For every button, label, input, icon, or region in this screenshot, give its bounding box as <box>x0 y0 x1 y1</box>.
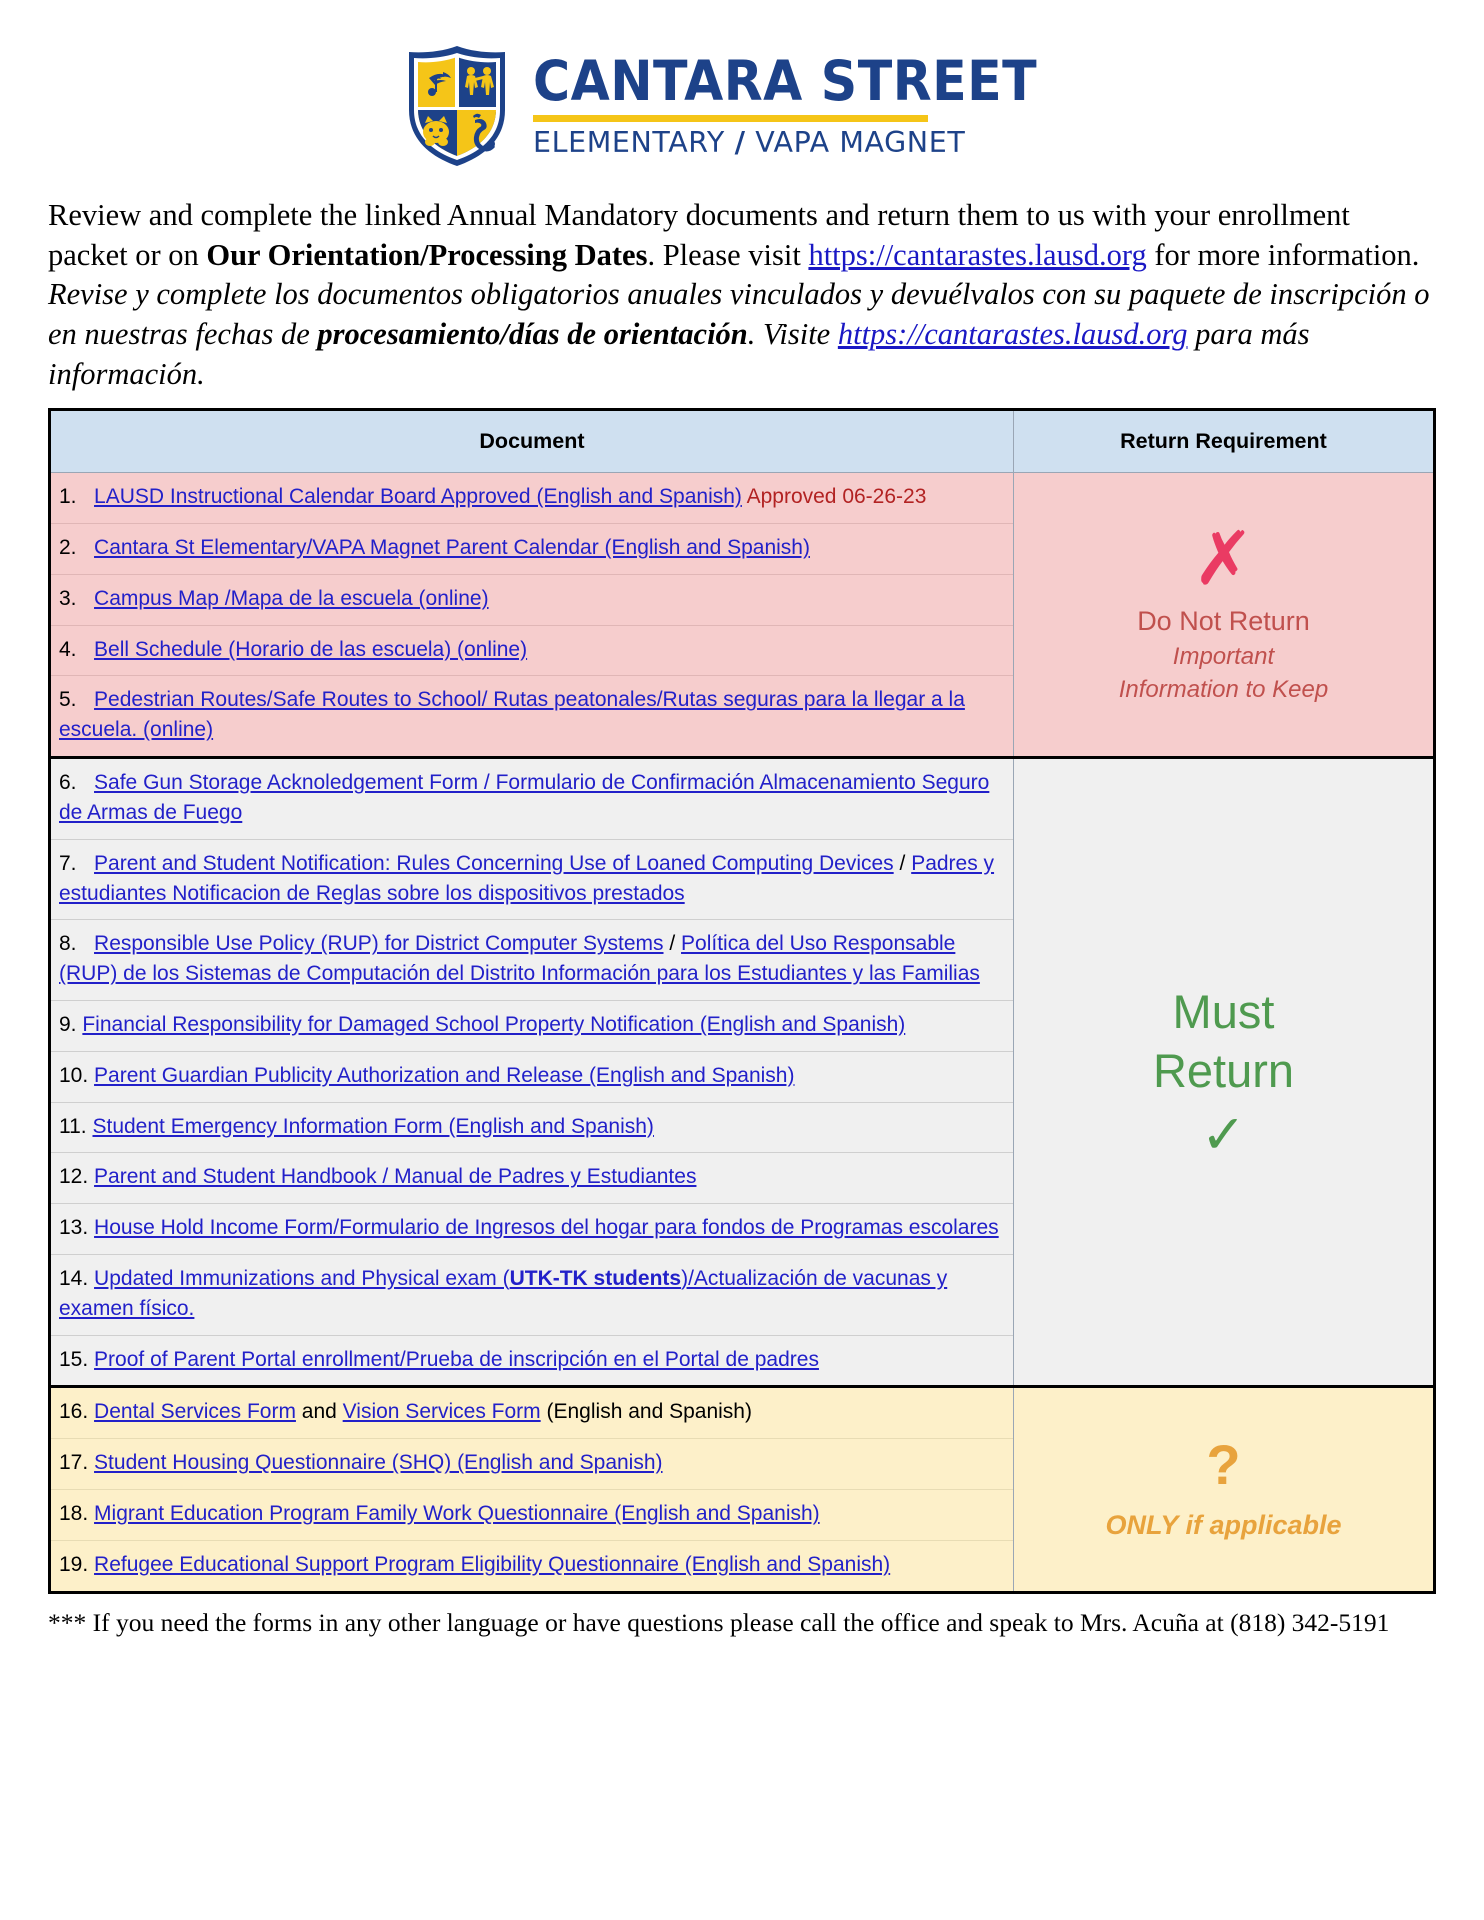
column-header-document: Document <box>50 410 1014 473</box>
intro-es-part3: para más información. <box>48 316 1310 391</box>
document-link[interactable]: LAUSD Instructional Calendar Board Approved (English and Spanish) <box>94 485 742 509</box>
row-cell <box>51 759 1013 839</box>
table-row <box>51 1335 1013 1385</box>
row-number: 2. <box>59 536 77 560</box>
row-cell <box>51 1051 1013 1102</box>
logo-sub-right: VAPA MAGNET <box>755 126 966 160</box>
document-link[interactable]: Refugee Educational Support Program Eligibility Questionnaire (English and Spanish) <box>94 1552 891 1576</box>
requirement-label-line2: Important <box>1172 643 1275 671</box>
row-cell <box>51 920 1013 1001</box>
table-row <box>51 839 1013 920</box>
row-cell <box>51 1153 1013 1204</box>
table-row <box>51 574 1013 625</box>
logo-subtitle <box>533 126 1081 160</box>
document-link[interactable]: Parent Guardian Publicity Authorization and Release (English and Spanish) <box>94 1063 795 1087</box>
document-link[interactable] <box>59 1267 947 1320</box>
row-list-only-if-applicable <box>51 1388 1013 1590</box>
approved-date-note: Approved 06-26-23 <box>741 485 927 509</box>
school-logo-header <box>0 0 1484 186</box>
table-row <box>51 524 1013 575</box>
row-cell <box>51 1204 1013 1255</box>
table-header-row <box>50 410 1435 473</box>
intro-en-link[interactable]: https://cantarastes.lausd.org <box>808 237 1147 272</box>
document-link[interactable]: Proof of Parent Portal enrollment/Prueba de inscripción en el Portal de padres <box>94 1347 819 1371</box>
row-number: 3. <box>59 586 77 610</box>
intro-es-part1: Revise y complete los documentos obligatorios anuales vinculados y devuélvalos con su paquete de inscripción o en nuestras fechas de <box>48 277 1430 351</box>
table-row <box>51 1204 1013 1255</box>
row-number: 17. <box>59 1451 89 1475</box>
row-cell <box>51 574 1013 625</box>
requirement-cell-only-if-applicable <box>1013 1387 1434 1592</box>
table-row <box>51 1490 1013 1541</box>
check-mark-icon: ✓ <box>1200 1102 1247 1166</box>
row-number: 13. <box>59 1216 89 1240</box>
document-link[interactable]: Student Housing Questionnaire (SHQ) (English and Spanish) <box>94 1451 663 1475</box>
intro-es-link[interactable]: https://cantarastes.lausd.org <box>837 316 1188 351</box>
row-cell <box>51 1255 1013 1336</box>
question-mark-icon: ? <box>1206 1433 1241 1497</box>
link-separator: / <box>893 851 912 875</box>
document-link-en[interactable]: Parent and Student Notification: Rules Concerning Use of Loaned Computing Devices <box>94 851 894 875</box>
table-row <box>51 920 1013 1001</box>
x-mark-icon: ✗ <box>1192 515 1255 602</box>
link-text-post: )/Actualización de vacunas y examen físico. <box>59 1267 948 1320</box>
row-number: 4. <box>59 637 77 661</box>
row-number: 19. <box>59 1552 89 1576</box>
table-row <box>51 1153 1013 1204</box>
requirement-label-line2: Return <box>1152 1044 1295 1098</box>
row-cell <box>51 524 1013 575</box>
table-row <box>51 625 1013 676</box>
row-number: 7. <box>59 851 77 875</box>
section-do-not-return <box>50 473 1435 758</box>
table-row <box>51 1540 1013 1590</box>
row-cell <box>51 1490 1013 1541</box>
requirement-inner <box>1014 973 1433 1172</box>
requirement-label-line1: Must <box>1172 984 1275 1038</box>
column-header-return-requirement: Return Requirement <box>1013 410 1434 473</box>
document-link[interactable]: Financial Responsibility for Damaged School Property Notification (English and Spanish) <box>82 1012 906 1036</box>
document-link[interactable]: Campus Map /Mapa de la escuela (online) <box>94 586 489 610</box>
row-list-do-not-return <box>51 473 1013 756</box>
row-tail-text: (English and Spanish) <box>540 1400 752 1424</box>
row-number: 8. <box>59 932 77 956</box>
row-number: 15. <box>59 1347 89 1371</box>
row-number: 9. <box>59 1012 77 1036</box>
intro-en-part3: for more information. <box>1146 237 1420 272</box>
document-link-vision[interactable]: Vision Services Form <box>342 1400 541 1424</box>
intro-es-bold: procesamiento/días de orientación <box>317 316 748 351</box>
row-cell <box>51 1439 1013 1490</box>
requirement-label-line1: ONLY if applicable <box>1105 1510 1342 1541</box>
requirement-label-line3: Information to Keep <box>1118 676 1329 704</box>
logo-sub-left: ELEMENTARY <box>533 126 725 160</box>
section-must-return-documents <box>50 758 1014 1387</box>
shield-crest-icon <box>403 44 511 168</box>
row-number: 16. <box>59 1400 89 1424</box>
section-do-not-return-documents <box>50 473 1014 758</box>
section-only-if-applicable <box>50 1387 1435 1592</box>
document-link-es[interactable]: Padres y estudiantes Notificacion de Reglas sobre los dispositivos prestados <box>59 851 995 905</box>
row-number: 1. <box>59 485 77 509</box>
row-cell <box>51 1388 1013 1438</box>
intro-es-part2: . Visite <box>747 316 838 351</box>
intro-en-part1: Review and complete the linked Annual Mandatory documents and return them to us with your enrollment packet or on <box>48 198 1350 272</box>
row-number: 18. <box>59 1502 89 1526</box>
document-link[interactable]: Parent and Student Handbook / Manual de Padres y Estudiantes <box>94 1165 697 1189</box>
document-link-dental[interactable]: Dental Services Form <box>94 1400 296 1424</box>
row-number: 14. <box>59 1267 89 1291</box>
link-text-pre: Updated Immunizations and Physical exam ( <box>94 1267 510 1291</box>
table-row <box>51 1439 1013 1490</box>
documents-table <box>48 408 1436 1594</box>
intro-en-part2: . Please visit <box>647 237 809 272</box>
table-row <box>51 1000 1013 1051</box>
table-row <box>51 676 1013 756</box>
document-link-en[interactable]: Responsible Use Policy (RUP) for District Computer Systems <box>94 932 664 956</box>
document-link-es[interactable]: Política del Uso Responsable (RUP) de los Sistemas de Computación del Distrito Información para los Estudiantes y las Familias <box>59 932 980 986</box>
table-row <box>51 759 1013 839</box>
row-cell <box>51 676 1013 756</box>
table-row <box>51 1102 1013 1153</box>
requirement-inner <box>1014 514 1433 716</box>
row-cell <box>51 473 1013 523</box>
requirement-cell-do-not-return <box>1013 473 1434 758</box>
document-link[interactable]: Bell Schedule (Horario de las escuela) (online) <box>94 637 528 661</box>
link-separator: and <box>295 1400 343 1424</box>
document-link[interactable]: Student Emergency Information Form (English and Spanish) <box>92 1114 654 1138</box>
link-text-bold: UTK-TK students <box>509 1267 682 1291</box>
intro-en-bold: Our Orientation/Processing Dates <box>206 237 648 272</box>
row-number: 12. <box>59 1165 89 1189</box>
row-number: 5. <box>59 688 77 712</box>
table-row <box>51 1388 1013 1438</box>
document-link[interactable]: Migrant Education Program Family Work Questionnaire (English and Spanish) <box>94 1502 820 1526</box>
document-link[interactable]: Pedestrian Routes/Safe Routes to School/ Rutas peatonales/Rutas seguras para la llegar a la escuela. (online) <box>59 688 965 742</box>
link-separator: / <box>663 932 682 956</box>
document-link[interactable]: Safe Gun Storage Acknoledgement Form / Formulario de Confirmación Almacenamiento Seguro de Armas de Fuego <box>59 771 990 824</box>
row-cell <box>51 1540 1013 1590</box>
logo-wordmark <box>533 49 1081 160</box>
row-number: 6. <box>59 771 77 795</box>
footer-note: *** If you need the forms in any other language or have questions please call the office and speak to Mrs. Acuña at (818) 342-5191 <box>48 1607 1390 1637</box>
logo-sub-slash: / <box>734 126 746 160</box>
row-cell <box>51 1102 1013 1153</box>
table-row <box>51 1255 1013 1336</box>
requirement-cell-must-return <box>1013 758 1434 1387</box>
row-cell <box>51 625 1013 676</box>
section-only-if-applicable-documents <box>50 1387 1014 1592</box>
document-link[interactable]: House Hold Income Form/Formulario de Ingresos del hogar para fondos de Programas escolares <box>94 1216 999 1240</box>
table-row <box>51 473 1013 523</box>
row-list-must-return <box>51 759 1013 1385</box>
document-link[interactable]: Cantara St Elementary/VAPA Magnet Parent Calendar (English and Spanish) <box>94 536 810 560</box>
requirement-label-line1: Do Not Return <box>1137 606 1310 637</box>
row-number: 10. <box>59 1063 89 1087</box>
section-must-return <box>50 758 1435 1387</box>
requirement-inner <box>1014 1427 1433 1551</box>
intro-paragraph <box>48 196 1436 394</box>
table-row <box>51 1051 1013 1102</box>
row-number: 11. <box>59 1114 87 1138</box>
intro-es-wrapper <box>48 277 1430 390</box>
row-cell <box>51 839 1013 920</box>
row-cell <box>51 1335 1013 1385</box>
logo-divider-rule <box>533 115 928 122</box>
logo-title: CANTARA STREET <box>533 49 1038 114</box>
row-cell <box>51 1000 1013 1051</box>
